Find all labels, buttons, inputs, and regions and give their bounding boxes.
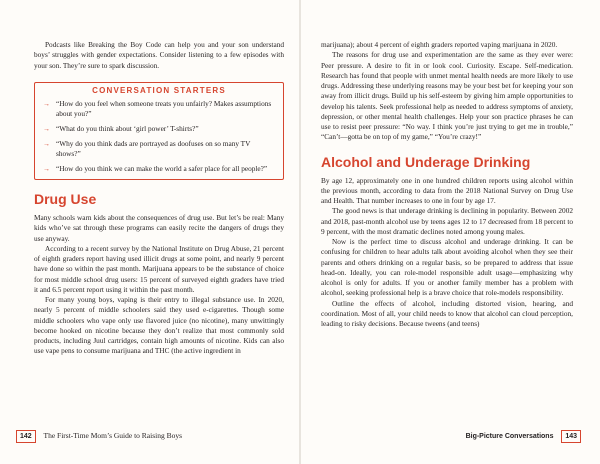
page-number: 142 (16, 430, 36, 443)
right-column (321, 40, 573, 329)
left-page (0, 0, 299, 464)
list-item: → “How do you feel when someone treats you unfairly? Makes assumptions about you?” (43, 99, 272, 118)
body-paragraph: Many schools warn kids about the consequences of drug use. But let’s be real: Many kids who’ve sat through these programs can easily recite the dangers of drugs they use anyway. (34, 213, 284, 243)
right-footer (321, 430, 581, 444)
list-item: → “How do you think we can make the world a safer place for all people?” (43, 164, 268, 173)
arrow-icon: → (43, 100, 50, 108)
list-item: → “What do you think about ‘girl power’ T-shirts?” (43, 124, 199, 133)
body-paragraph: For many young boys, vaping is their entry to illegal substance use. In 2020, nearly 5 percent of middle schoolers said they used e-cigarettes. Though some middle schoolers who vape only use flavored juice (no nicotine), many unwittingly become hooked on nicotine because they don’t realize that most commonly sold products, including Juul cartridges, contain high amounts of nicotine. Kids can also use vape pens to consume marijuana and THC (the active ingredient in (34, 295, 284, 356)
starters-list (43, 99, 275, 174)
section-heading-alcohol: Alcohol and Underage Drinking (321, 153, 531, 170)
arrow-icon: → (43, 125, 50, 133)
section-heading-drug-use: Drug Use (34, 191, 97, 207)
page-number: 143 (561, 430, 581, 443)
right-page (301, 0, 600, 464)
body-paragraph: Now is the perfect time to discuss alcohol and underage drinking. It can be confusing for children to hear adults talk about avoiding alcohol when they see their parents and others drinking on a regular basis, so be prepared to address that issue head-on. Ideally, you can role-model responsible adult usage—emphasizing why alcohol is only for adults. If you or another family member has a problem with alcohol, seeking professional help is a brave choice that role-models responsibility. (321, 237, 573, 298)
body-paragraph: The reasons for drug use and experimentation are the same as they ever were: Peer pressure. A desire to fit in or look cool. Curiosity. Escape. Self-medication. Research has found that people with unmet mental health needs are more likely to use drugs. Addressing these underlying reasons may be your best bet for keeping your son away from illicit drugs. Build up his self-esteem by giving him ample opportunities to develop his talents. Seek professional help as needed to address symptoms of anxiety, depression, or other mental health challenges. Help your son practice phrases he can use to resist peer pressure: “No way. I think you’re just trying to get me in trouble,” “Can’t—gotta be on top of my game,” “You’re crazy!” (321, 50, 573, 142)
arrow-icon: → (43, 140, 50, 148)
body-paragraph: Outline the effects of alcohol, including distorted vision, hearing, and coordination. Most of all, your child needs to know that alcohol can cloud perception, leading to risky decisions. Because tweens (and teens) (321, 298, 573, 328)
running-title: Big-Picture Conversations (465, 433, 554, 440)
left-footer (16, 430, 286, 444)
running-title: The First-Time Mom’s Guide to Raising Boys (43, 431, 182, 440)
body-paragraph: The good news is that underage drinking is declining in popularity. Between 2002 and 2018, past-month alcohol use by teens ages 12 to 17 decreased from 18 percent to 9 percent, with the most dramatic declines noted among young males. (321, 206, 573, 236)
box-title: CONVERSATION STARTERS (92, 85, 226, 95)
intro-paragraph: Podcasts like Breaking the Boy Code can help you and your son understand boys’ struggles with gender expectations. Consider listening to a few episodes with your son. They’re sure to spark discussion. (34, 40, 284, 70)
arrow-icon: → (43, 165, 50, 173)
body-paragraph: By age 12, approximately one in one hundred children reports using alcohol within the previous month, according to data from the 2018 National Survey on Drug Use and Health. That number increases to one in four by age 17. (321, 175, 573, 205)
continued-paragraph: marijuana); about 4 percent of eighth graders reported vaping marijuana in 2020. (321, 40, 558, 49)
left-column (34, 40, 284, 357)
body-paragraph: According to a recent survey by the National Institute on Drug Abuse, 21 percent of eighth graders report having used illicit drugs at some point, and nearly 9 percent have done so within the past month. Marijuana appears to be the substance of choice for most middle school drug users: 15 percent of surveyed eighth graders have tried it and 6.5 percent report using it within the past month. (34, 243, 284, 294)
list-item: → “Why do you think dads are portrayed as doofuses on so many TV shows?” (43, 139, 251, 158)
conversation-starters-box (34, 82, 284, 180)
